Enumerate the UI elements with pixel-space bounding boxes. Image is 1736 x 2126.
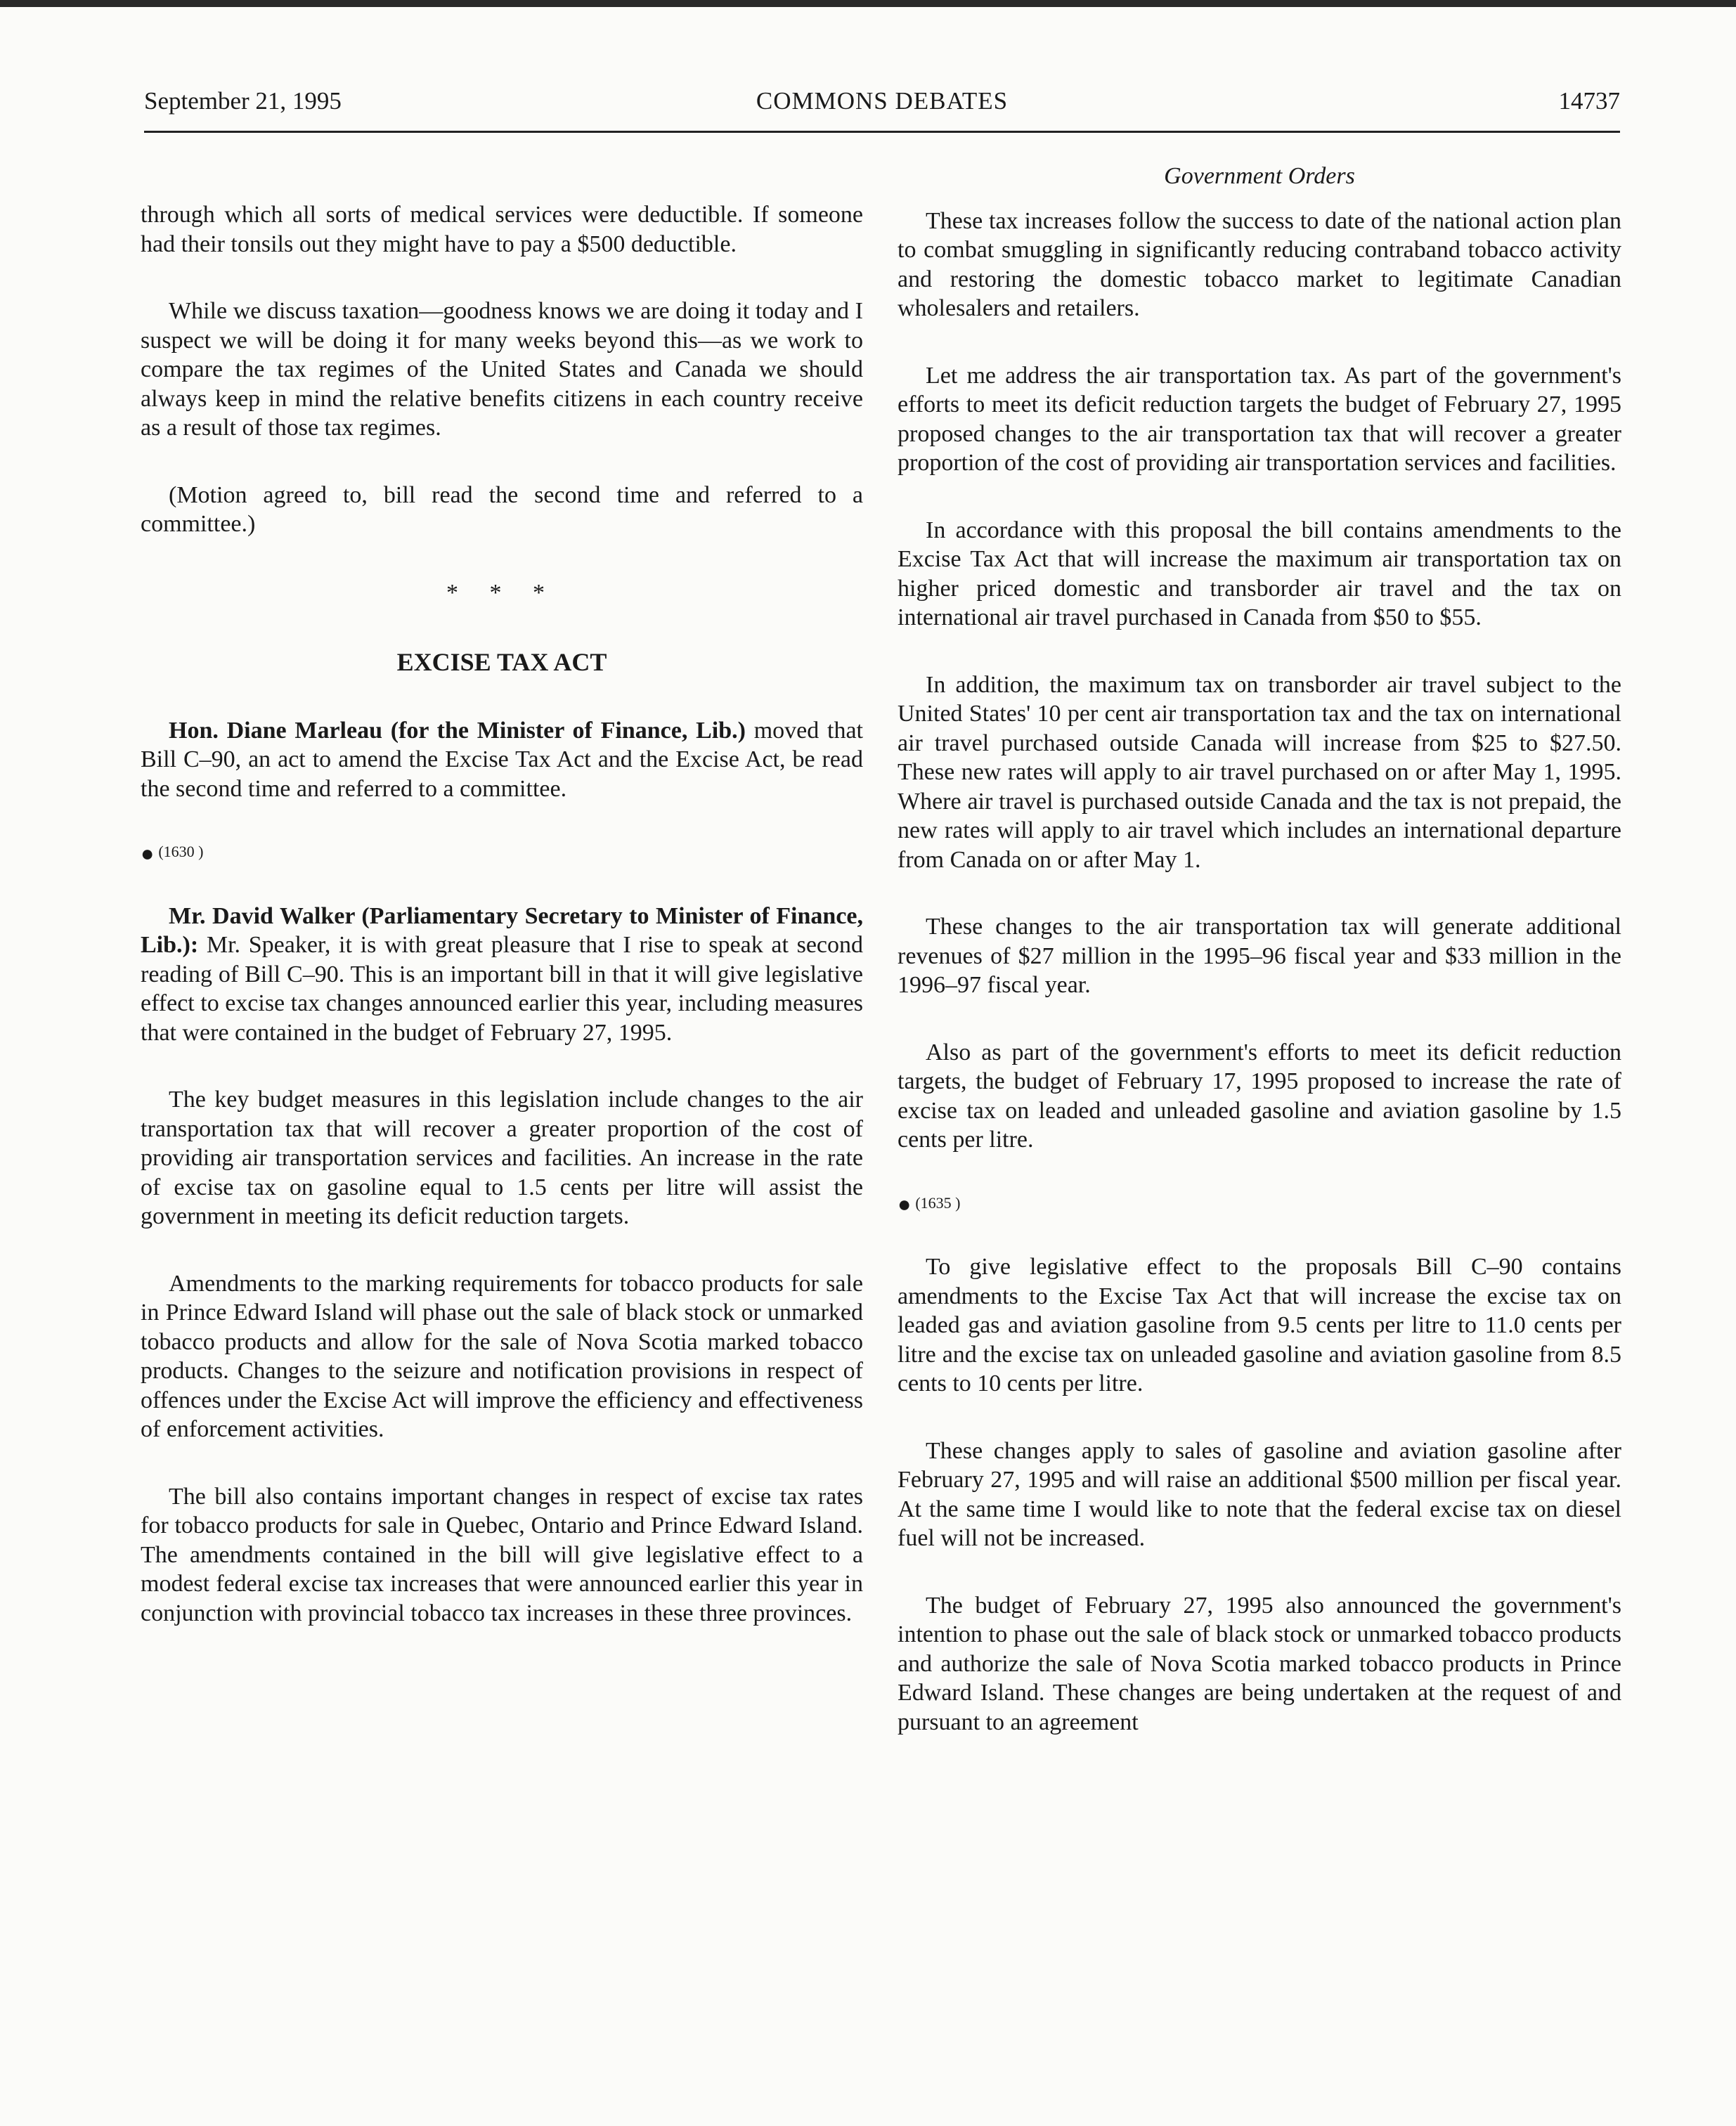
section-label: Government Orders [1164,163,1355,189]
time-marker [141,841,863,864]
paragraph: The key budget measures in this legislation include changes to the air transportation tax that will recover a greater proportion of the cost of providing air transportation services and facilities. An increase in the rate of excise tax on gasoline equal to 1.5 cents per litre will assist the government in meeting its deficit reduction targets. [141,1087,863,1230]
paragraph: In addition, the maximum tax on transborder air travel subject to the United States' 10 per cent air transportation tax and the tax on international air travel purchased outside Canada will increase from $25 to $27.50. These new rates will apply to air travel purchased on or after May 1, 1995. Where air travel is purchased outside Canada and the tax is not prepaid, the new rates will apply to air travel which includes an international departure from Canada on or after May 1. [898,671,1621,873]
paragraph: These changes apply to sales of gasoline and aviation gasoline after February 27, 1995 and will raise an additional $500 million per fiscal year. At the same time I would like to note that the federal excise tax on diesel fuel will not be increased. [898,1437,1621,1552]
time-marker-text: (1630 ) [158,843,204,860]
header-title: COMMONS DEBATES [756,87,1009,115]
left-column [141,200,863,1628]
bullet-icon: ● [898,1191,912,1217]
speaker-name: Hon. Diane Marleau (for the Minister of Finance, Lib.) [169,717,746,744]
paragraph: (Motion agreed to, bill read the second time and referred to a committee.) [141,481,863,537]
page-header [144,83,1620,133]
right-column [898,162,1621,1737]
paragraph [141,902,863,1048]
paragraph: Let me address the air transportation tax. As part of the government's efforts to meet its deficit reduction targets the budget of February 27, 1995 proposed changes to the air transportation tax that will recover a greater proportion of the cost of providing air transportation services and facilities. [898,362,1621,476]
paragraph: Also as part of the government's efforts to meet its deficit reduction targets, the budget of February 17, 1995 proposed to increase the rate of excise tax on leaded and unleaded gasoline and aviation gasoline by 1.5 cents per litre. [898,1039,1621,1153]
header-date: September 21, 1995 [144,87,342,115]
time-marker-text: (1635 ) [915,1193,961,1212]
paragraph: These changes to the air transportation tax will generate additional revenues of $27 million in the 1995–96 fiscal year and $33 million in the 1996–97 fiscal year. [898,914,1621,998]
paragraph: To give legislative effect to the proposals Bill C–90 contains amendments to the Excise Tax Act that will increase the excise tax on leaded gas and aviation gasoline from 9.5 cents per litre to 11.0 cents per litre and the excise tax on unleaded gasoline and aviation gasoline from 8.5 cents to 10 cents per litre. [898,1254,1621,1397]
paragraph: While we discuss taxation—goodness knows we are doing it today and I suspect we will be doing it for many weeks beyond this—as we work to compare the tax regimes of the United States and Canada we should always keep in mind the relative benefits citizens in each country receive as a result of those tax regimes. [141,298,863,441]
paragraph: The budget of February 27, 1995 also announced the government's intention to phase out the sale of black stock or unmarked tobacco products and authorize the sale of Nova Scotia marked tobacco products in Prince Edward Island. These changes are being undertaken at the request of and pursuant to an agreement [898,1592,1621,1735]
speaker-name: Mr. David Walker (Parliamentary Secretary to Minister of Finance, Lib.): [141,902,863,959]
section-heading: EXCISE TAX ACT [396,647,607,676]
paragraph-text: moved that Bill C–90, an act to amend the Excise Tax Act and the Excise Act, be read the second time and referred to a committee. [141,717,863,802]
paragraph-text: Mr. Speaker, it is with great pleasure that I rise to speak at second reading of Bill C–90. This is an important bill in that it will give legislative effect to excise tax changes announced earlier this year, including measures that were contained in the budget of February 27, 1995. [141,932,864,1046]
section-divider: * * * [446,579,557,606]
paragraph: The bill also contains important changes in respect of excise tax rates for tobacco products for sale in Quebec, Ontario and Prince Edward Island. The amendments contained in the bill will give legislative effect to a modest federal excise tax increases that were announced earlier this year in conjunction with provincial tobacco tax increases in these three provinces. [141,1483,863,1626]
paragraph: In accordance with this proposal the bill contains amendments to the Excise Tax Act that will increase the maximum air transportation tax on higher priced domestic and transborder air travel and the tax on international air travel purchased in Canada from $50 to $55. [898,517,1621,630]
scan-edge [0,0,1736,7]
time-marker [898,1193,1621,1215]
paragraph: These tax increases follow the success to date of the national action plan to combat smuggling in significantly reducing contraband tobacco activity and restoring the domestic tobacco market to legitimate Canadian wholesalers and retailers. [898,207,1621,321]
bullet-icon: ● [141,840,155,866]
paragraph [141,716,863,804]
paragraph: Amendments to the marking requirements for tobacco products for sale in Prince Edward Island will phase out the sale of black stock or unmarked tobacco products and allow for the sale of Nova Scotia marked tobacco products. Changes to the seizure and notification provisions in respect of offences under the Excise Act will improve the efficiency and effectiveness of enforcement activities. [141,1270,863,1443]
header-page-number: 14737 [1558,87,1620,115]
paragraph: through which all sorts of medical services were deductible. If someone had their tonsils out they might have to pay a $500 deductible. [141,202,863,257]
